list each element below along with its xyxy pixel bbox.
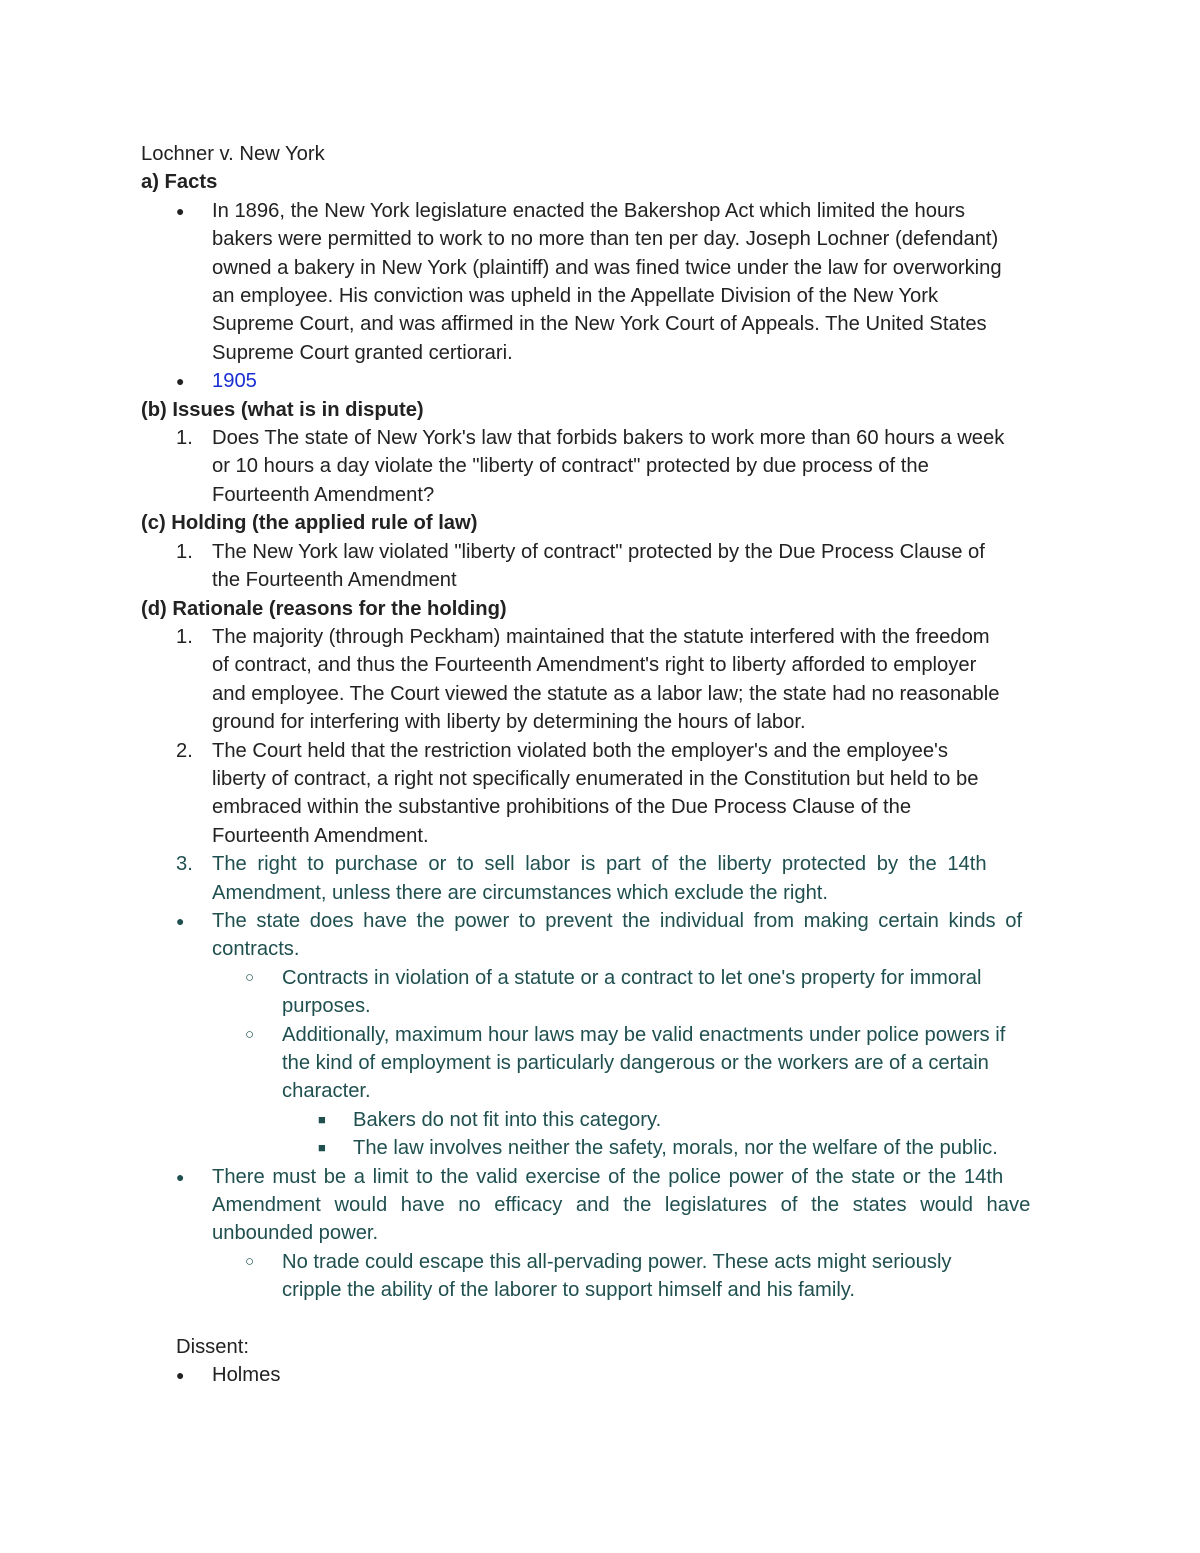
number-marker: 3.: [176, 853, 193, 876]
rationale-subsubbullet: [141, 1134, 1061, 1162]
holding-item-1: [141, 538, 1061, 595]
rationale-text-line: cripple the ability of the laborer to support himself and his family.: [282, 1279, 856, 1302]
dissent-text: Holmes: [212, 1364, 281, 1387]
facts-text-line: Supreme Court, and was affirmed in the New York Court of Appeals. The United States: [212, 313, 987, 336]
document-page: [141, 140, 1061, 1389]
rationale-text-line: The Court held that the restriction violated both the employer's and the employee's: [212, 739, 948, 762]
number-marker: 1.: [176, 540, 193, 563]
rationale-text-line: of contract, and thus the Fourteenth Amendment's right to liberty afforded to employer: [212, 654, 977, 677]
holding-text-line: The New York law violated "liberty of contract" protected by the Due Process Clause of: [212, 540, 985, 563]
rationale-text-line: and employee. The Court viewed the statute as a labor law; the state had no reasonable: [212, 682, 1000, 705]
bullet-marker: ●: [176, 1168, 185, 1185]
rationale-subbullet: [141, 964, 1061, 1021]
issues-heading: (b) Issues (what is in dispute): [141, 398, 424, 421]
rationale-text-line: The state does have the power to prevent the individual from making certain kinds of: [212, 909, 1023, 932]
rationale-text-line: liberty of contract, a right not specifically enumerated in the Constitution but held to be: [212, 767, 979, 790]
rationale-text-line: contracts.: [212, 938, 300, 961]
circle-marker: ○: [245, 1025, 255, 1043]
facts-text-line: owned a bakery in New York (plaintiff) and was fined twice under the law for overworking: [212, 256, 1002, 279]
rationale-subbullet: [141, 1248, 1061, 1305]
rationale-subbullet: [141, 1021, 1061, 1106]
issues-text-line: or 10 hours a day violate the "liberty of contract" protected by due process of the: [212, 455, 929, 478]
dissent-label: Dissent:: [176, 1335, 249, 1358]
year-text: 1905: [212, 370, 257, 393]
rationale-item-1: [141, 623, 1061, 737]
rationale-text-line: Contracts in violation of a statute or a contract to let one's property for immoral: [282, 966, 982, 989]
number-marker: 2.: [176, 739, 193, 762]
rationale-text-line: Amendment would have no efficacy and the legislatures of the states would have: [212, 1194, 1031, 1217]
bullet-marker: ●: [176, 202, 185, 219]
rationale-text-line: The right to purchase or to sell labor is part of the liberty protected by the 14th: [212, 853, 987, 876]
rationale-heading: (d) Rationale (reasons for the holding): [141, 597, 507, 620]
rationale-text-line: the kind of employment is particularly dangerous or the workers are of a certain: [282, 1052, 989, 1074]
circle-marker: ○: [245, 1252, 255, 1270]
facts-heading: a) Facts: [141, 171, 218, 194]
issues-item-1: [141, 424, 1061, 509]
rationale-text-line: ground for interfering with liberty by determining the hours of labor.: [212, 711, 806, 734]
issues-text-line: Does The state of New York's law that forbids bakers to work more than 60 hours a week: [212, 427, 1005, 450]
facts-text-line: In 1896, the New York legislature enacted the Bakershop Act which limited the hours: [212, 199, 965, 222]
rationale-text-line: No trade could escape this all-pervading power. These acts might seriously: [282, 1250, 952, 1273]
holding-text-line: the Fourteenth Amendment: [212, 569, 457, 592]
rationale-item-2: [141, 737, 1061, 851]
bullet-marker: ●: [176, 912, 185, 929]
section-spacer: [141, 1305, 1061, 1333]
holding-heading: (c) Holding (the applied rule of law): [141, 512, 478, 535]
facts-text-line: Supreme Court granted certiorari.: [212, 341, 513, 364]
rationale-text-line: The majority (through Peckham) maintained that the statute interfered with the freedom: [212, 625, 990, 648]
dissent-item: [141, 1361, 1061, 1389]
number-marker: 1.: [176, 427, 193, 450]
rationale-text-line: Additionally, maximum hour laws may be valid enactments under police powers if: [282, 1023, 1006, 1046]
facts-text-line: an employee. His conviction was upheld in the Appellate Division of the New York: [212, 285, 939, 308]
facts-text-line: bakers were permitted to work to no more than ten per day. Joseph Lochner (defendant): [212, 228, 999, 251]
rationale-text-line: Bakers do not fit into this category.: [353, 1108, 662, 1131]
rationale-text-line: Fourteenth Amendment.: [212, 824, 429, 847]
bullet-marker: ●: [176, 1367, 185, 1384]
rationale-subsubbullet: [141, 1106, 1061, 1134]
facts-bullet-1: [141, 197, 1061, 367]
rationale-text-line: unbounded power.: [212, 1222, 379, 1245]
rationale-bullet-a: [141, 907, 1061, 964]
number-marker: 1.: [176, 625, 193, 648]
rationale-text-line: embraced within the substantive prohibitions of the Due Process Clause of the: [212, 796, 912, 819]
square-marker: ■: [318, 1140, 326, 1156]
circle-marker: ○: [245, 968, 255, 986]
rationale-text-line: purposes.: [282, 995, 371, 1018]
rationale-text-line: The law involves neither the safety, morals, nor the welfare of the public.: [353, 1137, 998, 1160]
rationale-text-line: There must be a limit to the valid exercise of the police power of the state or the 14th: [212, 1165, 1004, 1188]
bullet-marker: ●: [176, 373, 185, 390]
rationale-item-3: [141, 850, 1061, 907]
issues-text-line: Fourteenth Amendment?: [212, 483, 435, 506]
document-title: Lochner v. New York: [141, 143, 325, 165]
facts-bullet-2: [141, 367, 1061, 395]
square-marker: ■: [318, 1111, 326, 1127]
rationale-text-line: character.: [282, 1080, 371, 1103]
rationale-bullet-b: [141, 1163, 1061, 1248]
rationale-text-line: Amendment, unless there are circumstances which exclude the right.: [212, 881, 829, 904]
